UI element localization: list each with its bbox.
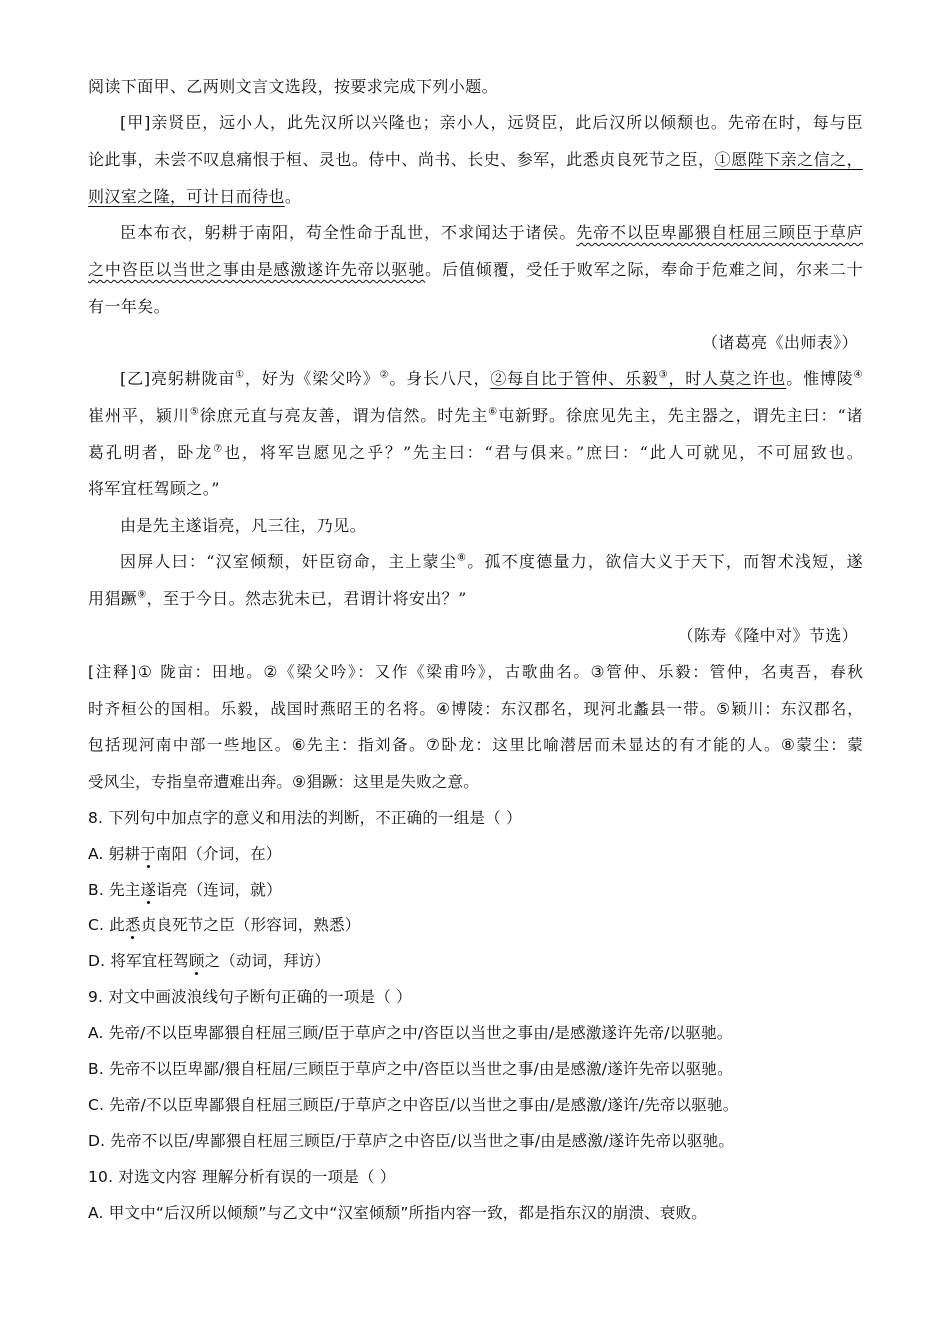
option-text: 贞良死节之臣（形容词，熟悉） <box>140 916 361 934</box>
note-ref-8: ⑧ <box>457 552 468 564</box>
yi-p2: 由是先主遂诣亮，凡三往，乃见。 <box>120 516 367 535</box>
jia-source: （诸葛亮《出师表》） <box>701 333 858 352</box>
note-ref-1: ① <box>235 369 245 381</box>
yi-text: 。孤不度德量力，欲信大义于天下，而智术浅短，遂 <box>467 552 864 571</box>
note-ref-4: ④ <box>853 369 863 381</box>
dotted-char: 于 <box>140 845 156 863</box>
q8-option-a <box>88 843 863 865</box>
question-8-stem: 8. 下列句中加点字的意义和用法的判断，不正确的一组是（ ） <box>88 809 522 827</box>
q10-option-a: A. 甲文中“后汉所以倾颓”与乙文中“汉室倾颓”所指内容一致，都是指东汉的崩溃、衰败。 <box>88 1204 707 1222</box>
note-ref-6: ⑥ <box>488 406 499 418</box>
notes-line-1: [注释]① 陇亩：田地。②《梁父吟》：又作《梁甫吟》，古歌曲名。③管仲、乐毅：管仲，名夷吾，春秋 <box>88 663 863 681</box>
q9-option-d: D. 先帝不以臣/卑鄙猥自枉屈三顾臣/于草庐之中咨臣/以当世之事/由是感激/遂许先帝以驱驰。 <box>88 1132 735 1150</box>
jia-p2-line-1 <box>120 222 863 244</box>
underlined-sentence-1-cont: 则汉室之隆，可计日而待也 <box>88 187 285 206</box>
note-ref-9: ⑨ <box>137 589 147 601</box>
jia-line-1: [甲]亲贤臣，远小人，此先汉所以兴隆也；亲小人，远贤臣，此后汉所以倾颓也。先帝在时，每与臣 <box>120 113 863 132</box>
q8-option-c <box>88 914 863 936</box>
yi-p3-line-1 <box>120 551 863 573</box>
intro-line: 阅读下面甲、乙两则文言文选段，按要求完成下列小题。 <box>88 77 499 96</box>
yi-text: 屯新野。徐庶见先主，先主器之，谓先主曰：“诸 <box>498 406 863 425</box>
jia-p2-text: 臣本布衣，躬耕于南阳，苟全性命于乱世，不求闻达于诸侯。 <box>120 223 577 242</box>
q9-option-c: C. 先帝/不以臣卑鄙猥自枉屈三顾臣/于草庐之中咨臣/以当世之事由/是感激/遂许/先帝以驱驰。 <box>88 1096 739 1114</box>
option-text: B. 先主 <box>88 881 141 899</box>
jia-line-2 <box>88 149 863 171</box>
option-text: 诣亮（连词，就） <box>156 881 282 899</box>
wavy-sentence: 先帝不以臣卑鄙猥自枉屈三顾臣于草庐 <box>576 223 863 242</box>
jia-p2-line-2 <box>88 259 863 281</box>
q9-option-a: A. 先帝/不以臣卑鄙猥自枉屈三顾/臣于草庐之中/咨臣以当世之事由/是感激遂许先帝/以驱驰。 <box>88 1024 733 1042</box>
yi-text: [乙]亮躬耕陇亩 <box>120 369 236 388</box>
underlined-sentence-1: ①愿陛下亲之信之， <box>714 150 864 169</box>
option-text: A. 躬耕 <box>88 845 141 863</box>
jia-line-3 <box>88 186 863 208</box>
option-text: D. 将军宜枉驾 <box>88 952 189 970</box>
yi-text: 也，将军岂愿见之乎？”先主曰：“君与俱来。”庶曰：“此人可就见，不可屈致也。 <box>224 443 863 462</box>
note-ref-2: ② <box>379 369 390 381</box>
jia-line-3-end: 。 <box>284 187 302 206</box>
dotted-char: 悉 <box>124 916 141 934</box>
yi-text: 徐庶元直与亮友善，谓为信然。时先主 <box>199 406 489 425</box>
notes-line-2: 时齐桓公的国相。乐毅，战国时燕昭王的名将。④博陵：东汉郡名，现河北蠡县一带。⑤颖川：东汉郡名， <box>88 700 863 718</box>
dotted-char: 顾 <box>188 952 205 970</box>
jia-p2-line-2-text: 。后值倾覆，受任于败军之际，奉命于危难之间，尔来二十 <box>425 260 863 279</box>
notes-line-3: 包括现河南中部一些地区。⑥先主：指刘备。⑦卧龙：这里比喻潜居而未显达的有才能的人。⑧蒙尘：蒙 <box>88 736 863 754</box>
question-10-stem: 10. 对选文内容 理解分析有误的一项是（ ） <box>88 1168 396 1186</box>
note-ref-5: ⑤ <box>189 406 200 418</box>
note-ref-7: ⑦ <box>213 443 225 455</box>
yi-line-2 <box>88 405 863 427</box>
option-text: C. 此 <box>88 916 125 934</box>
q9-option-b: B. 先帝不以臣卑鄙/猥自枉屈/三顾臣于草庐之中/咨臣以当世之事/由是感激/遂许先帝以驱驰。 <box>88 1060 733 1078</box>
note-ref-3: ③ <box>658 369 669 381</box>
yi-text: 。惟博陵 <box>786 369 854 388</box>
yi-text: 。身长八尺， <box>389 369 491 388</box>
jia-line-2-text: 论此事，未尝不叹息痛恨于桓、灵也。侍中、尚书、长史、参军，此悉贞良死节之臣， <box>88 150 715 169</box>
yi-line-1 <box>120 368 863 390</box>
yi-text: 崔州平，颍川 <box>88 406 190 425</box>
option-text: 之（动词，拜访） <box>204 952 331 970</box>
notes-line-4: 受风尘，专指皇帝遭难出奔。⑨猖蹶：这里是失败之意。 <box>88 773 479 791</box>
q8-option-b <box>88 879 863 901</box>
yi-line-4: 将军宜枉驾顾之。” <box>88 479 220 498</box>
jia-p2-line-3: 有一年矣。 <box>88 297 171 316</box>
yi-source: （陈寿《隆中对》节选） <box>677 626 858 645</box>
q8-option-d <box>88 950 863 972</box>
dotted-char: 遂 <box>140 881 157 899</box>
yi-text: 葛孔明者，卧龙 <box>88 443 214 462</box>
yi-line-3 <box>88 442 863 464</box>
yi-text: ，至于今日。然志犹未已，君谓计将安出？” <box>146 589 467 608</box>
yi-text: ，好为《梁父吟》 <box>244 369 380 388</box>
yi-text: 因屏人曰：“汉室倾颓，奸臣窃命，主上蒙尘 <box>120 552 458 571</box>
option-text: 南阳（介词，在） <box>155 845 282 863</box>
yi-underlined-text: ②每自比于管仲、乐毅 <box>490 369 659 388</box>
yi-text: 用猖蹶 <box>88 589 138 608</box>
yi-p3-line-2 <box>88 588 863 610</box>
yi-underlined-text: ，时人莫之许也 <box>668 369 787 388</box>
question-9-stem: 9. 对文中画波浪线句子断句正确的一项是（ ） <box>88 988 412 1006</box>
wavy-sentence-cont: 之中咨臣以当世之事由是感激遂许先帝以驱驰 <box>88 260 426 279</box>
underlined-sentence-2 <box>490 369 786 388</box>
